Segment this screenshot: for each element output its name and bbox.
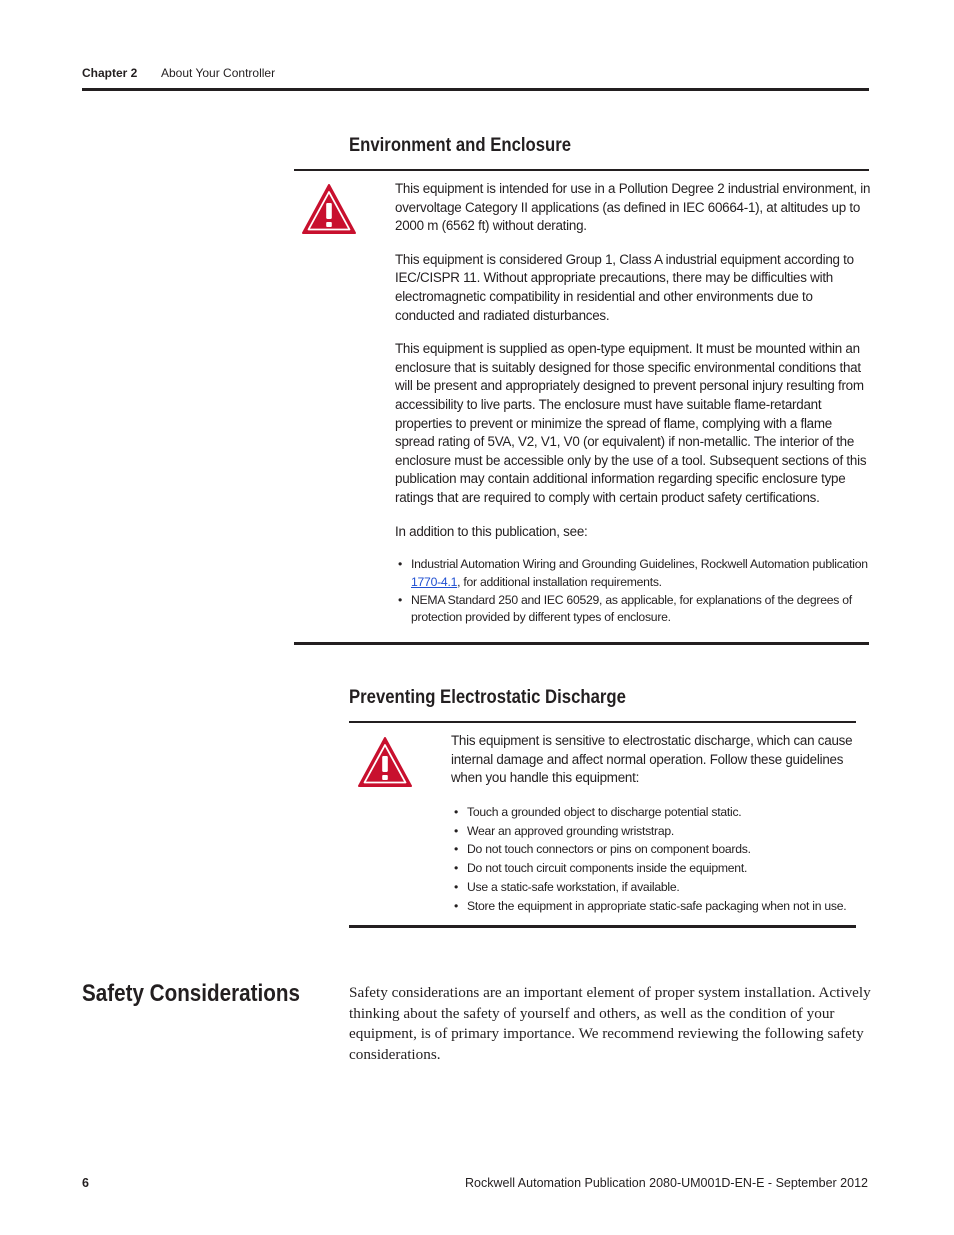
- list-item: • Do not touch circuit components inside the equipment.: [451, 859, 857, 878]
- chapter-label: Chapter 2: [82, 66, 138, 80]
- list-item: • Touch a grounded object to discharge potential static.: [451, 803, 857, 822]
- environment-heading: Environment and Enclosure: [349, 135, 572, 156]
- environment-paragraph: This equipment is intended for use in a Pollution Degree 2 industrial environment, in overvoltage Category II applications (as defined in IEC 60664-1), at altitudes up to 2000 m (6562 ft) without derating.: [395, 181, 871, 234]
- publication-footer: Rockwell Automation Publication 2080-UM001D-EN-E - September 2012: [465, 1176, 868, 1190]
- esd-intro: This equipment is sensitive to electrostatic discharge, which can cause internal damage and affect normal operation. Follow these guidelines when you handle this equipment:: [451, 733, 853, 786]
- environment-paragraph: This equipment is supplied as open-type equipment. It must be mounted within an enclosure that is suitably designed for those specific environmental conditions that will be present and appropriately designed to prevent personal injury resulting from accessibility to live parts. The enclosure must have suitable flame-retardant properties to prevent or minimize the spread of flame, complying with a flame spread rating of 5VA, V2, V1, V0 (or equivalent) if non-metallic. The interior of the enclosure must be accessible only by the use of a tool. Subsequent sections of this publication may contain additional information regarding specific enclosure type ratings that are required to comply with certain product safety certifications.: [395, 341, 867, 505]
- environment-bottom-rule: [294, 642, 869, 645]
- list-item: • Wear an approved grounding wriststrap.: [451, 822, 857, 841]
- list-item: [395, 556, 871, 592]
- list-item: • NEMA Standard 250 and IEC 60529, as applicable, for explanations of the degrees of protection provided by different types of enclosure.: [395, 592, 871, 628]
- safety-heading: Safety Considerations: [82, 980, 300, 1007]
- header-rule: [82, 88, 869, 91]
- environment-paragraph: In addition to this publication, see:: [395, 523, 588, 539]
- list-item: • Store the equipment in appropriate static-safe packaging when not in use.: [451, 897, 857, 916]
- esd-top-rule: [349, 721, 856, 723]
- publication-link[interactable]: 1770-4.1: [411, 574, 458, 589]
- environment-top-rule: [294, 169, 869, 171]
- environment-warning-text: [395, 180, 871, 627]
- running-header: [82, 66, 276, 80]
- esd-warning-text: [451, 732, 857, 916]
- esd-bottom-rule: [349, 925, 856, 928]
- warning-triangle-icon: [301, 183, 357, 235]
- safety-body: Safety considerations are an important element of proper system installation. Actively thinking about the safety of yourself and others, as well as the condition of your equipment, is of primary importance. We recommend reviewing the following safety considerations.: [349, 984, 871, 1063]
- environment-bullet-list: [395, 556, 871, 627]
- environment-paragraph: This equipment is considered Group 1, Class A industrial equipment according to IEC/CISPR 11. Without appropriate precautions, there may be difficulties with electromagnetic compatibility in residential and other environments due to conducted and radiated disturbances.: [395, 251, 854, 323]
- section-label: About Your Controller: [161, 66, 276, 80]
- esd-heading: Preventing Electrostatic Discharge: [349, 687, 626, 708]
- list-item: • Do not touch connectors or pins on component boards.: [451, 840, 857, 859]
- bullet-text: Industrial Automation Wiring and Grounding Guidelines, Rockwell Automation publication: [411, 557, 868, 572]
- bullet-text: , for additional installation requirements.: [457, 574, 662, 589]
- page-number: 6: [82, 1176, 89, 1190]
- list-item: • Use a static-safe workstation, if available.: [451, 878, 857, 897]
- esd-bullet-list: [451, 803, 857, 916]
- warning-triangle-icon: [357, 736, 413, 788]
